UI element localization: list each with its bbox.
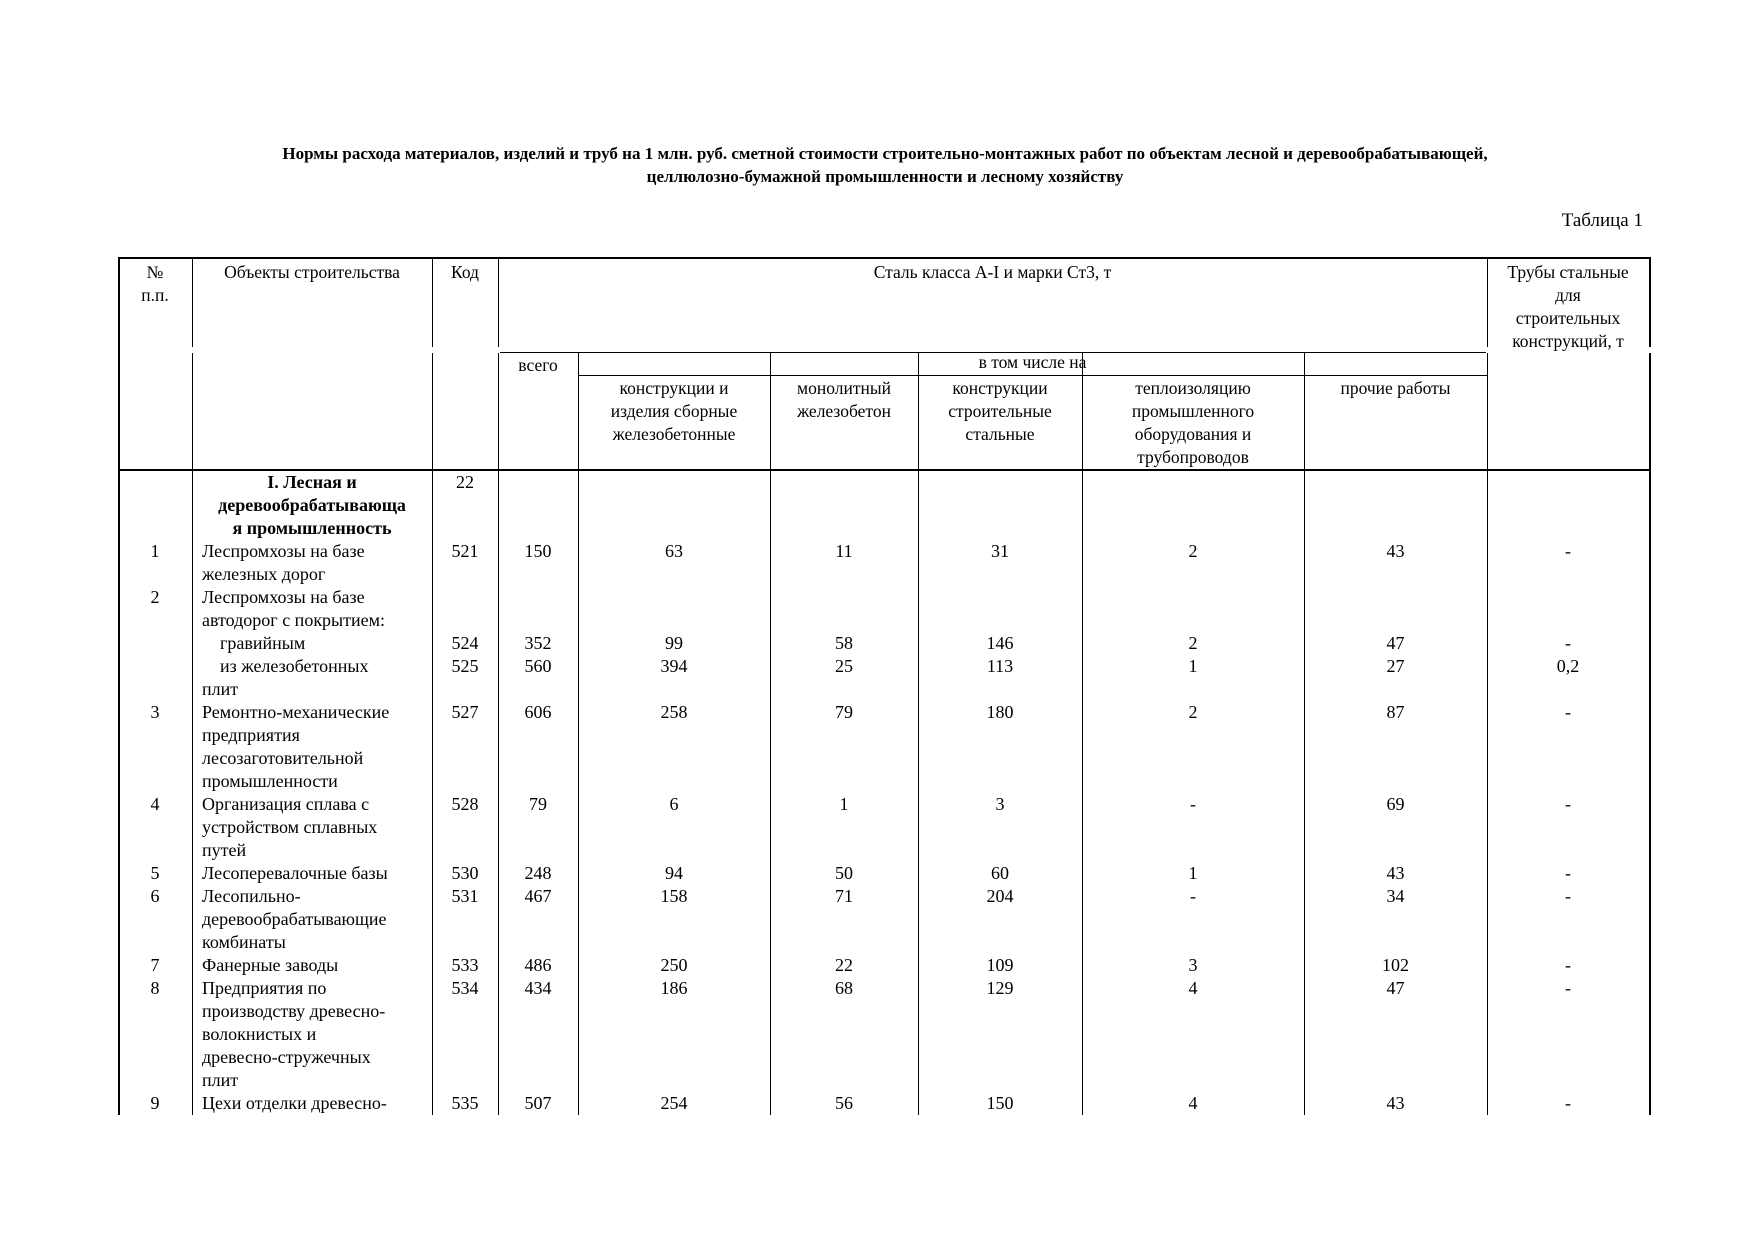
value-monolithic: 50: [835, 863, 853, 883]
row-object-name: гравийным: [220, 633, 306, 653]
row-number: 8: [150, 978, 160, 998]
value-precast: 6: [669, 794, 679, 814]
value-precast: 250: [660, 955, 688, 975]
row-code: 521: [451, 541, 479, 561]
row-number: 3: [150, 702, 160, 722]
row-pipes: -: [1565, 955, 1571, 975]
value-insulation: 4: [1188, 978, 1198, 998]
value-other: 43: [1386, 541, 1405, 561]
header-insulation: теплоизоляцию промышленного оборудования и трубопроводов: [1131, 378, 1255, 467]
including-divider: [578, 375, 1487, 376]
value-other: 27: [1386, 656, 1405, 676]
row-total: 352: [524, 633, 552, 653]
row-total: 507: [524, 1093, 552, 1113]
value-monolithic: 56: [835, 1093, 853, 1113]
row-object-name: Предприятия по производству древесно- волокнистых и древесно-стружечных плит: [202, 978, 386, 1090]
value-insulation: 3: [1188, 955, 1198, 975]
value-precast: 394: [660, 656, 688, 676]
row-code: 533: [451, 955, 479, 975]
row-object-name: из железобетонных плит: [202, 656, 369, 699]
row-number: 7: [150, 955, 160, 975]
column-border: [1304, 352, 1305, 1115]
row-code: 535: [451, 1093, 479, 1113]
row-code: 525: [451, 656, 479, 676]
row-pipes: 0,2: [1556, 656, 1580, 676]
header-total: всего: [518, 355, 558, 375]
row-total: 150: [524, 541, 552, 561]
row-object-name: Ремонтно-механические предприятия лесозаготовительной промышленности: [202, 702, 390, 791]
value-steel-structures: 31: [991, 541, 1009, 561]
value-insulation: 2: [1188, 633, 1198, 653]
document-title: [120, 142, 1650, 188]
value-insulation: 4: [1188, 1093, 1198, 1113]
row-object-name: Фанерные заводы: [202, 955, 339, 975]
value-precast: 254: [660, 1093, 688, 1113]
value-monolithic: 25: [835, 656, 853, 676]
value-steel-structures: 150: [986, 1093, 1014, 1113]
row-number: 9: [150, 1093, 160, 1113]
value-monolithic: 22: [835, 955, 853, 975]
title-line-2: целлюлозно-бумажной промышленности и лесному хозяйству: [646, 167, 1124, 186]
row-code: 534: [451, 978, 479, 998]
value-monolithic: 79: [835, 702, 853, 722]
value-steel-structures: 129: [986, 978, 1014, 998]
column-border: [1649, 257, 1651, 1115]
row-code: 528: [451, 794, 479, 814]
line-gap: [191, 347, 194, 353]
value-other: 43: [1386, 863, 1405, 883]
row-pipes: -: [1565, 886, 1571, 906]
header-precast-concrete: конструкции и изделия сборные железобетонные: [610, 378, 738, 444]
value-monolithic: 71: [835, 886, 853, 906]
row-code: 524: [451, 633, 479, 653]
value-precast: 258: [660, 702, 688, 722]
row-pipes: -: [1565, 541, 1571, 561]
header-monolithic-concrete: монолитный железобетон: [797, 378, 891, 421]
table-top-border: [118, 257, 1649, 259]
value-precast: 186: [660, 978, 688, 998]
row-total: 467: [524, 886, 552, 906]
row-total: 486: [524, 955, 552, 975]
row-total: 79: [529, 794, 547, 814]
row-total: 248: [524, 863, 552, 883]
header-other-works: прочие работы: [1340, 378, 1451, 398]
row-pipes: -: [1565, 978, 1571, 998]
header-steel-structures: конструкции строительные стальные: [948, 378, 1052, 444]
value-steel-structures: 180: [986, 702, 1014, 722]
header-steel: Сталь класса A-I и марки Ст3, т: [873, 262, 1112, 282]
value-insulation: -: [1190, 794, 1196, 814]
column-border: [578, 352, 579, 1115]
row-pipes: -: [1565, 633, 1571, 653]
row-number: 4: [150, 794, 160, 814]
value-steel-structures: 109: [986, 955, 1014, 975]
row-object-name: Лесоперевалочные базы: [202, 863, 388, 883]
value-steel-structures: 113: [986, 656, 1014, 676]
table-label: Таблица 1: [1561, 210, 1643, 231]
value-other: 47: [1386, 978, 1405, 998]
value-monolithic: 11: [835, 541, 853, 561]
row-object-name: Леспромхозы на базе железных дорог: [202, 541, 365, 584]
row-total: 606: [524, 702, 552, 722]
header-pipes: Трубы стальные для строительных конструкций, т: [1507, 262, 1629, 351]
header-including: в том числе на: [978, 352, 1087, 372]
row-code: 530: [451, 863, 479, 883]
value-steel-structures: 60: [991, 863, 1009, 883]
value-precast: 99: [665, 633, 683, 653]
row-pipes: -: [1565, 1093, 1571, 1113]
row-number: 5: [150, 863, 160, 883]
value-steel-structures: 146: [986, 633, 1014, 653]
row-total: 560: [524, 656, 552, 676]
value-monolithic: 58: [835, 633, 853, 653]
line-gap: [431, 347, 434, 353]
value-insulation: 2: [1188, 702, 1198, 722]
value-other: 87: [1386, 702, 1405, 722]
value-precast: 158: [660, 886, 688, 906]
row-number: 1: [150, 541, 160, 561]
row-total: 434: [524, 978, 552, 998]
row-code: 531: [451, 886, 479, 906]
row-object-name: Леспромхозы на базе автодорог с покрытием:: [202, 587, 386, 630]
value-other: 43: [1386, 1093, 1405, 1113]
section-code: 22: [456, 472, 474, 492]
column-border: [918, 352, 919, 1115]
header-objects: Объекты строительства: [224, 262, 400, 282]
value-monolithic: 1: [839, 794, 849, 814]
header-number: № п.п.: [141, 262, 169, 305]
value-insulation: 1: [1188, 656, 1198, 676]
header-code: Код: [451, 262, 479, 282]
row-object-name: Лесопильно- деревообрабатывающие комбинаты: [202, 886, 387, 952]
value-steel-structures: 3: [995, 794, 1005, 814]
column-border: [770, 352, 771, 1115]
row-number: 2: [150, 587, 160, 607]
value-insulation: 1: [1188, 863, 1198, 883]
row-object-name: Цехи отделки древесно-: [202, 1093, 387, 1113]
row-pipes: -: [1565, 863, 1571, 883]
value-other: 102: [1382, 955, 1409, 975]
value-other: 34: [1386, 886, 1405, 906]
value-precast: 94: [665, 863, 683, 883]
row-number: 6: [150, 886, 160, 906]
row-pipes: -: [1565, 794, 1571, 814]
value-precast: 63: [665, 541, 683, 561]
row-pipes: -: [1565, 702, 1571, 722]
value-other: 69: [1386, 794, 1405, 814]
row-code: 527: [451, 702, 479, 722]
value-insulation: -: [1190, 886, 1196, 906]
section-heading: I. Лесная и деревообрабатывающа я промышленность: [218, 472, 406, 538]
value-insulation: 2: [1188, 541, 1198, 561]
row-object-name: Организация сплава с устройством сплавных путей: [202, 794, 378, 860]
value-monolithic: 68: [835, 978, 853, 998]
norms-table: [118, 257, 1649, 1115]
value-steel-structures: 204: [986, 886, 1014, 906]
column-border: [192, 257, 193, 1115]
value-other: 47: [1386, 633, 1405, 653]
line-gap: [497, 347, 500, 353]
title-line-1: Нормы расхода материалов, изделий и труб на 1 млн. руб. сметной стоимости строительно-монтажных работ по объектам лесной и деревообрабатывающей,: [282, 144, 1488, 163]
